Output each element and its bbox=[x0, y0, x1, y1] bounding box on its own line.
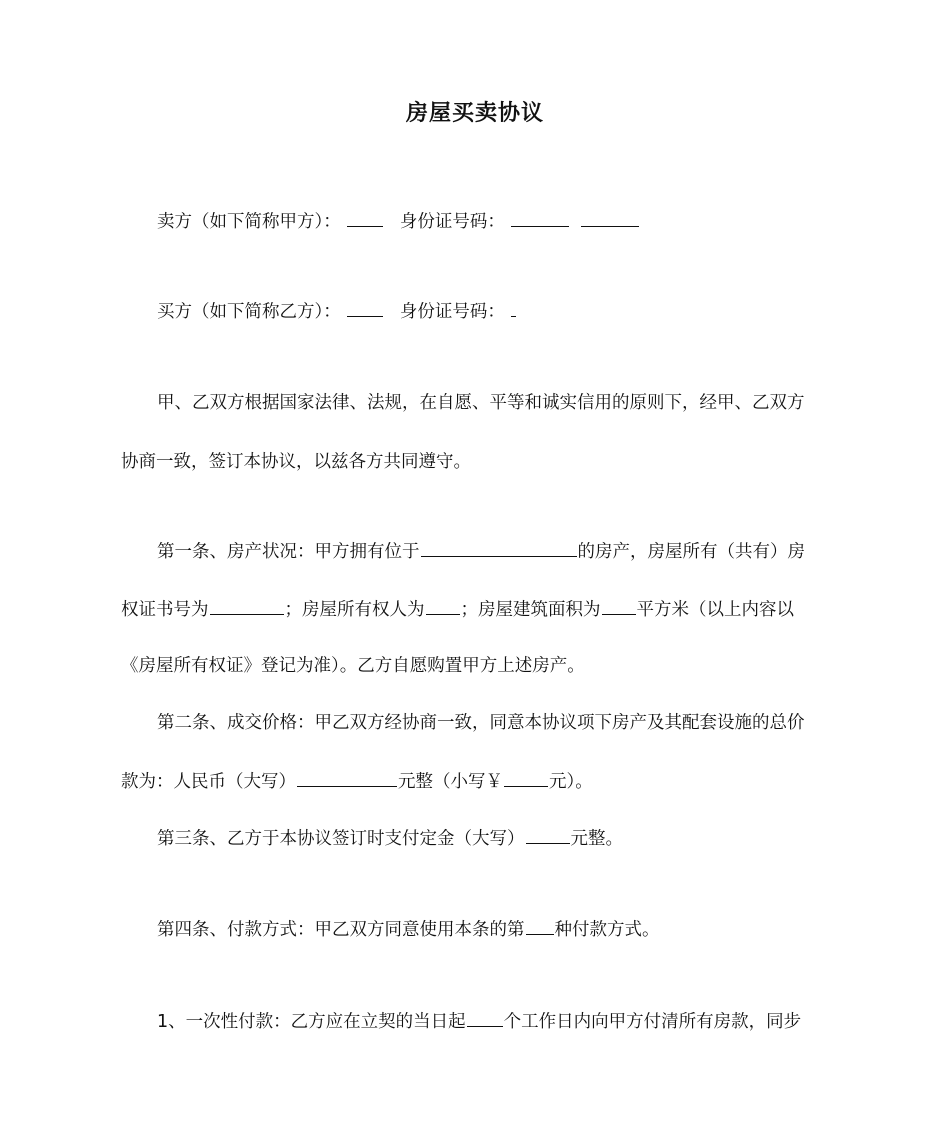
article1-line-1 bbox=[121, 538, 867, 565]
price-numeric-blank bbox=[504, 768, 548, 787]
article1-line-2 bbox=[121, 596, 831, 623]
article2-text-c: 元）。 bbox=[549, 772, 593, 792]
article1-text-a: 第一条、房产状况：甲方拥有位于 bbox=[157, 542, 420, 562]
article2-line-2 bbox=[121, 768, 831, 795]
document-title: 房屋买卖协议 bbox=[405, 101, 544, 126]
item1-line bbox=[121, 1008, 867, 1035]
buyer-id-label: 身份证号码： bbox=[399, 302, 505, 322]
article3-text-a: 第三条、乙方于本协议签订时支付定金（大写） bbox=[157, 829, 525, 849]
seller-name-blank bbox=[347, 208, 383, 227]
buyer-line bbox=[121, 298, 867, 325]
intro-line-1: 甲、乙双方根据国家法律、法规，在自愿、平等和诚实信用的原则下，经甲、乙双方 bbox=[157, 393, 805, 413]
buyer-name-blank bbox=[347, 298, 383, 317]
payment-option-blank bbox=[526, 916, 554, 935]
buyer-label: 买方（如下简称乙方）： bbox=[157, 302, 341, 322]
seller-id-blank-2 bbox=[581, 208, 639, 227]
certificate-no-blank bbox=[210, 596, 284, 615]
article1-text-d: ；房屋所有权人为 bbox=[284, 600, 425, 620]
article2-text-a: 款为：人民币（大写） bbox=[121, 772, 296, 792]
article1-line-3: 《房屋所有权证》登记为准）。乙方自愿购置甲方上述房产。 bbox=[121, 656, 585, 676]
seller-id-label: 身份证号码： bbox=[399, 212, 505, 232]
article3-line bbox=[121, 825, 867, 852]
article2-text-b: 元整（小写￥ bbox=[398, 772, 503, 792]
article2-line-1: 第二条、成交价格：甲乙双方经协商一致，同意本协议项下房产及其配套设施的总价 bbox=[157, 713, 805, 733]
article1-text-c: 权证书号为 bbox=[121, 600, 209, 620]
article3-text-b: 元整。 bbox=[570, 829, 623, 849]
article1-text-b: 的房产，房屋所有（共有）房 bbox=[577, 542, 805, 562]
intro-line-2: 协商一致，签订本协议，以兹各方共同遵守。 bbox=[121, 452, 471, 472]
article4-text-b: 种付款方式。 bbox=[554, 920, 660, 940]
item1-text-b: 个工作日内向甲方付清所有房款，同步 bbox=[503, 1012, 802, 1032]
workdays-blank bbox=[467, 1008, 503, 1027]
article1-text-f: 平方米（以上内容以 bbox=[636, 600, 794, 620]
article1-text-e: ；房屋建筑面积为 bbox=[460, 600, 601, 620]
article4-text-a: 第四条、付款方式：甲乙双方同意使用本条的第 bbox=[157, 920, 525, 940]
area-blank bbox=[602, 596, 636, 615]
deposit-blank bbox=[526, 825, 570, 844]
owner-blank bbox=[426, 596, 460, 615]
seller-line bbox=[121, 208, 867, 235]
buyer-id-blank bbox=[511, 298, 516, 317]
article4-line bbox=[121, 916, 867, 943]
price-uppercase-blank bbox=[297, 768, 397, 787]
seller-label: 卖方（如下简称甲方）： bbox=[157, 212, 341, 232]
seller-id-blank-1 bbox=[511, 208, 569, 227]
item1-text-a: 1、一次性付款：乙方应在立契的当日起 bbox=[157, 1012, 466, 1032]
address-blank bbox=[421, 538, 577, 557]
